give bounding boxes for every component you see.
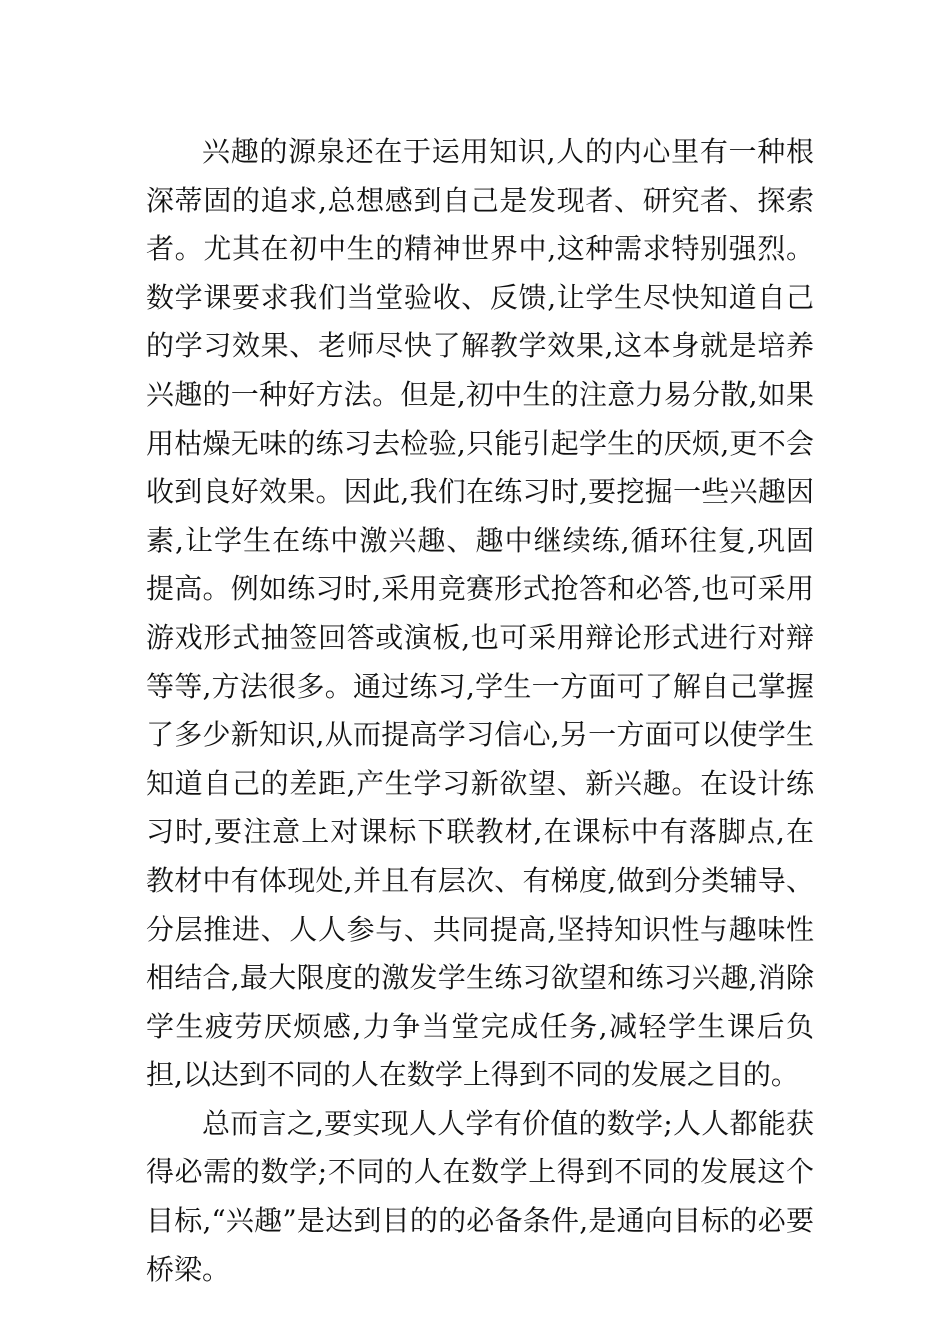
paragraph-1: 兴趣的源泉还在于运用知识,人的内心里有一种根深蒂固的追求,总想感到自己是发现者、研究者、探索者。尤其在初中生的精神世界中,这种需求特别强烈。数学课要求我们当堂验收、反馈,让学生尽快知道自己的学习效果、老师尽快了解教学效果,这本身就是培养兴趣的一种好方法。但是,初中生的注意力易分散,如果用枯燥无味的练习去检验,只能引起学生的厌烦,更不会收到良好效果。因此,我们在练习时,要挖掘一些兴趣因素,让学生在练中激兴趣、趣中继续练,循环往复,巩固提高。例如练习时,采用竞赛形式抢答和必答,也可采用游戏形式抽签回答或演板,也可采用辩论形式进行对辩等等,方法很多。通过练习,学生一方面可了解自己掌握了多少新知识,从而提高学习信心,另一方面可以使学生知道自己的差距,产生学习新欲望、新兴趣。在设计练习时,要注意上对课标下联教材,在课标中有落脚点,在教材中有体现处,并且有层次、有梯度,做到分类辅导、分层推进、人人参与、共同提高,坚持知识性与趣味性相结合,最大限度的激发学生练习欲望和练习兴趣,消除学生疲劳厌烦感,力争当堂完成任务,减轻学生课后负担,以达到不同的人在数学上得到不同的发展之目的。: [146, 135, 814, 1092]
body-text: [146, 128, 814, 1294]
paragraph-2: 总而言之,要实现人人学有价值的数学;人人都能获得必需的数学;不同的人在数学上得到不同的发展这个目标,“兴趣”是达到目的的必备条件,是通向目标的必要桥梁。: [146, 1106, 814, 1286]
